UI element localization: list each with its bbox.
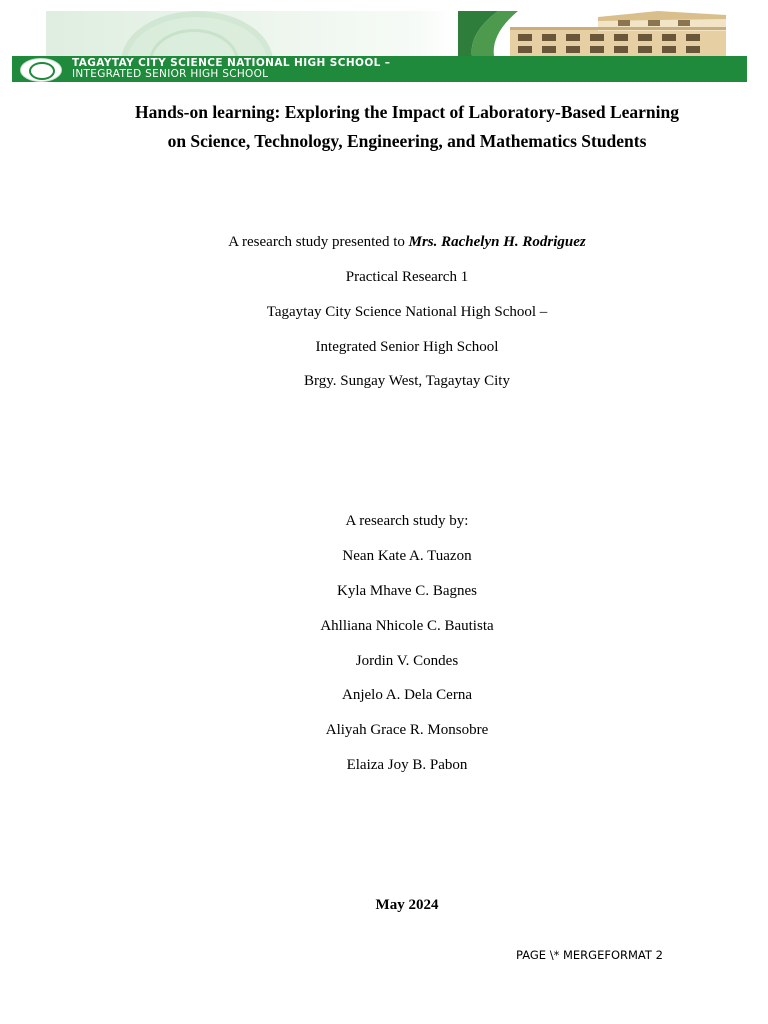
header-banner-image	[46, 11, 726, 56]
seal-watermark-icon	[121, 11, 273, 56]
author-name: Jordin V. Condes	[355, 653, 459, 669]
school-name-bar	[12, 56, 747, 82]
author-name: Ahlliana Nhicole C. Bautista	[320, 618, 494, 634]
school-line2: Integrated Senior High School	[315, 339, 499, 355]
school-address: Brgy. Sungay West, Tagaytay City	[304, 373, 510, 389]
school-name-line1: TAGAYTAY CITY SCIENCE NATIONAL HIGH SCHOOL –	[72, 57, 391, 69]
teacher-name: Mrs. Rachelyn H. Rodriguez	[408, 234, 586, 250]
document-title: Hands-on learning: Exploring the Impact of Laboratory-Based Learning on Science, Technology, Engineering, and Mathematics Students	[135, 102, 679, 151]
page-number-field: PAGE \* MERGEFORMAT 2	[516, 948, 663, 962]
school-line1: Tagaytay City Science National High School –	[266, 304, 548, 320]
author-name: Nean Kate A. Tuazon	[342, 548, 472, 564]
author-name: Anjelo A. Dela Cerna	[342, 687, 472, 703]
presented-to-line	[130, 234, 684, 251]
document-date: May 2024	[375, 897, 439, 913]
school-seal-icon	[20, 58, 62, 82]
school-name-line2: INTEGRATED SENIOR HIGH SCHOOL	[72, 68, 269, 80]
author-name: Kyla Mhave C. Bagnes	[337, 583, 477, 599]
presented-prefix: A research study presented to	[228, 234, 409, 250]
course-name: Practical Research 1	[345, 269, 469, 285]
school-building-image	[458, 11, 726, 56]
author-name: Elaiza Joy B. Pabon	[346, 757, 468, 773]
author-name: Aliyah Grace R. Monsobre	[325, 722, 489, 738]
page-header	[0, 0, 768, 84]
authors-heading: A research study by:	[345, 513, 469, 529]
